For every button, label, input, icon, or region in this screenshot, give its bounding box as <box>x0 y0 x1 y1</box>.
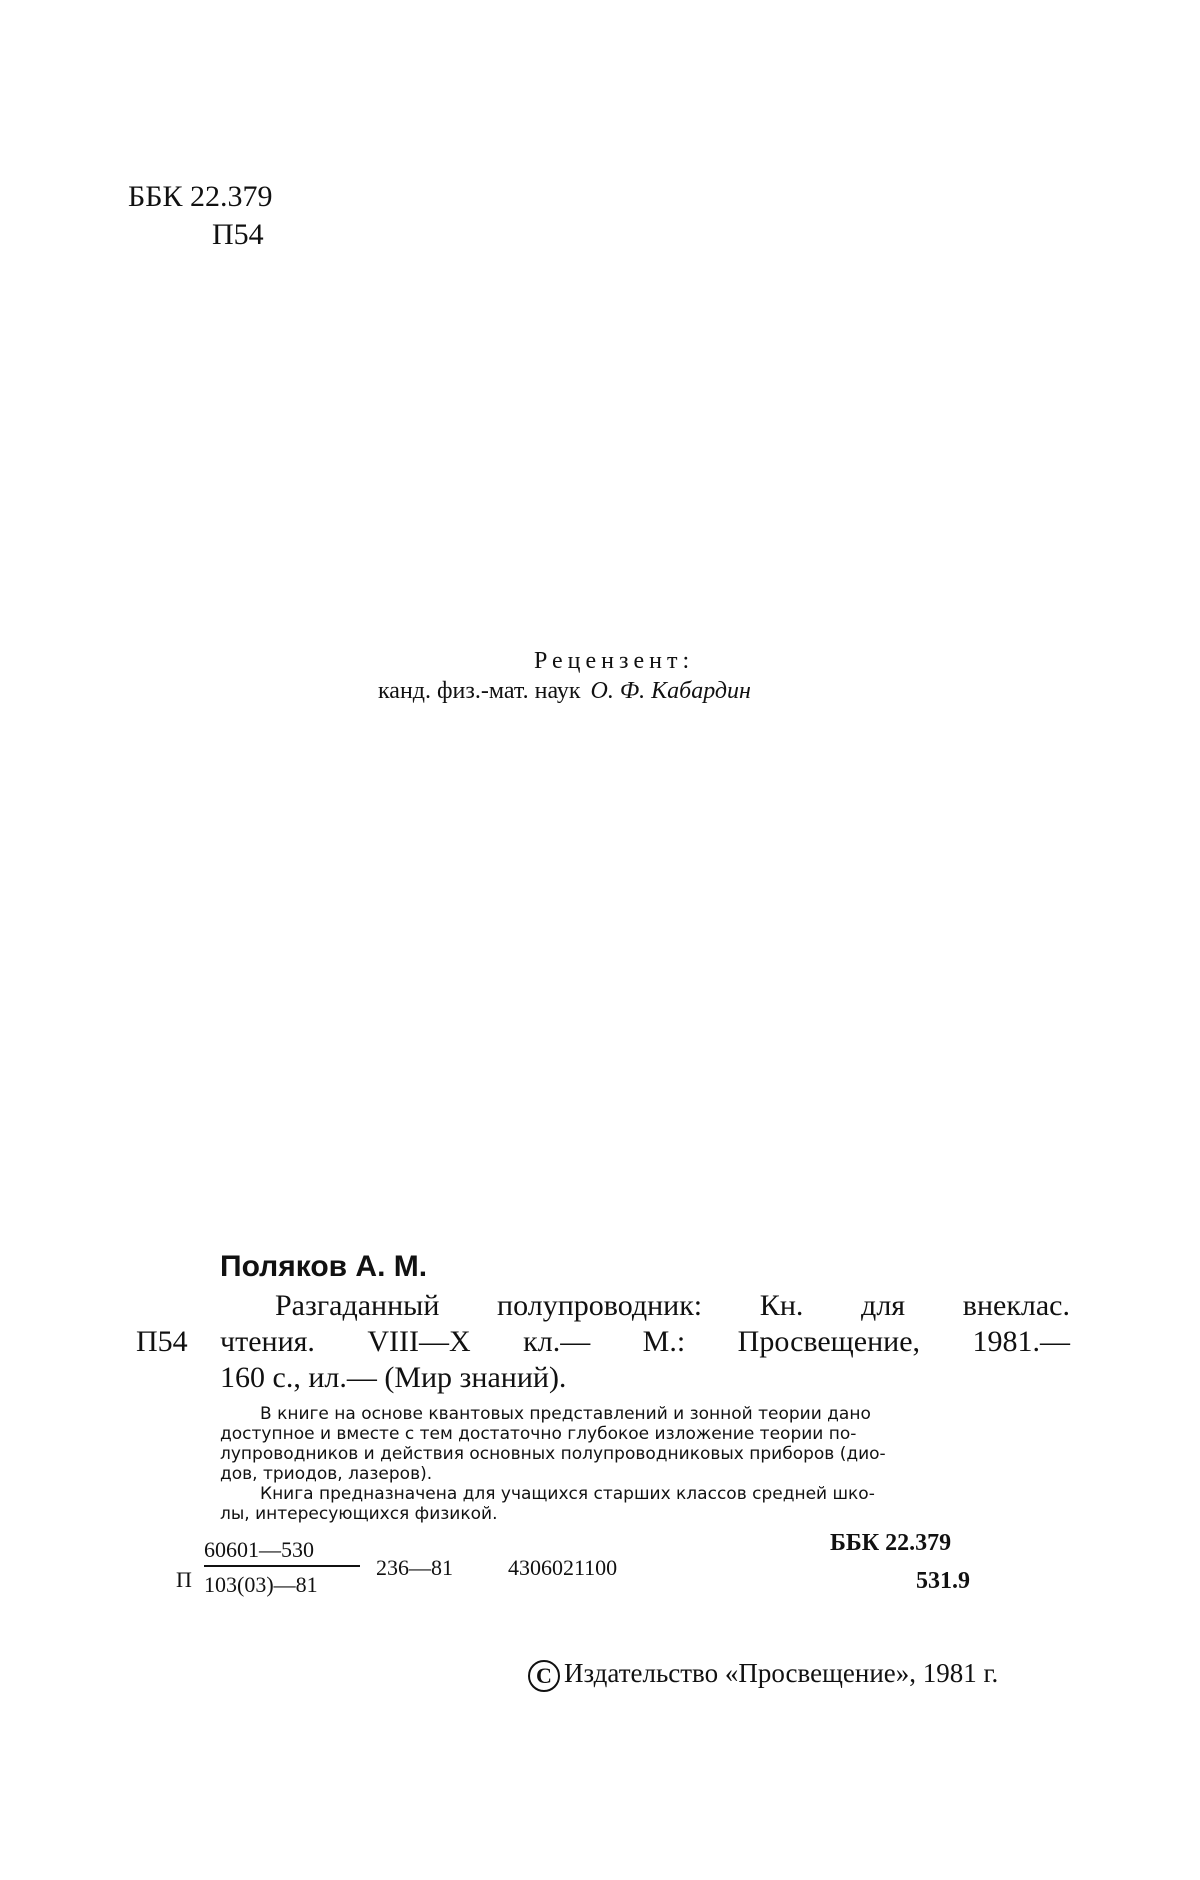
copyright-icon: C <box>528 1660 560 1692</box>
card-title-line-3: 160 с., ил.— (Мир знаний). <box>220 1361 567 1394</box>
copyright-line <box>528 1658 998 1692</box>
reviewer-heading: Рецензент: <box>534 648 695 674</box>
price-code-denominator: 103(03)—81 <box>204 1572 318 1597</box>
annotation-line: лы, интересующихся физикой. <box>220 1504 498 1524</box>
author-code: П54 <box>212 218 264 251</box>
price-code-number: 4306021100 <box>508 1555 618 1580</box>
price-code-tail: 236—81 <box>376 1555 453 1580</box>
annotation-line: Книга предназначена для учащихся старших классов средней шко- <box>260 1484 875 1504</box>
reviewer-line <box>378 678 751 705</box>
price-code-numerator: 60601—530 <box>204 1537 314 1562</box>
copyright-text: Издательство «Просвещение», 1981 г. <box>564 1658 999 1688</box>
card-author: Поляков А. М. <box>220 1250 428 1283</box>
card-code: П54 <box>136 1325 188 1358</box>
annotation-line: лупроводников и действия основных полупроводниковых приборов (дио- <box>220 1444 886 1464</box>
price-code-prefix: П <box>176 1567 192 1592</box>
annotation-line: дов, триодов, лазеров). <box>220 1464 433 1484</box>
bbk-classification: ББК 22.379 <box>128 180 273 213</box>
fraction-bar <box>204 1565 360 1567</box>
reviewer-degree: канд. физ.-мат. наук <box>378 678 581 704</box>
bbk-classification-bottom: ББК 22.379 <box>830 1530 952 1556</box>
card-title-line-2: чтения. VIII—X кл.— М.: Просвещение, 1981.— <box>220 1325 1070 1358</box>
card-title-line-1: Разгаданный полупроводник: Кн. для внеклас. <box>275 1289 1070 1322</box>
reviewer-name: О. Ф. Кабардин <box>590 678 751 704</box>
annotation-line: В книге на основе квантовых представлений и зонной теории дано <box>260 1404 871 1424</box>
annotation-line: доступное и вместе с тем достаточно глубокое изложение теории по- <box>220 1424 857 1444</box>
udc-classification: 531.9 <box>916 1568 970 1594</box>
